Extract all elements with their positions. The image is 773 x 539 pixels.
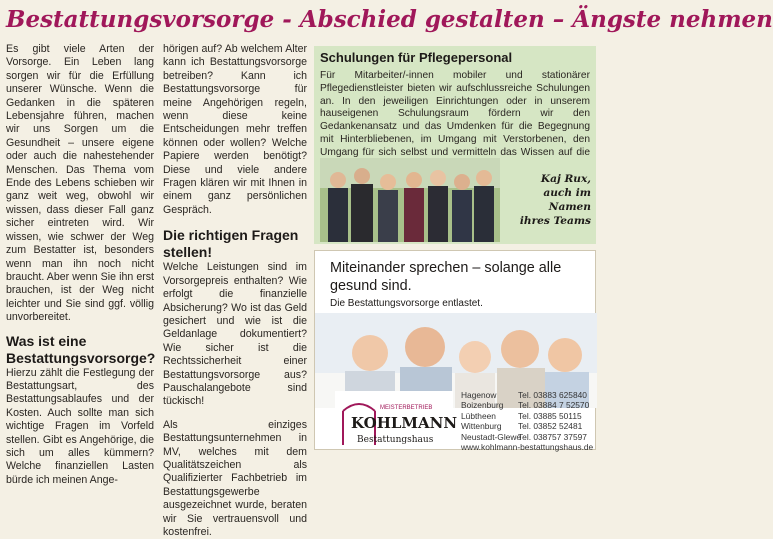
advertisement [314,250,596,450]
team-caption [505,172,591,228]
locations-list [461,390,521,442]
location-item: Boizenburg [461,400,504,411]
page-headline: Bestattungsvorsorge - Abschied gestalten – Ängste nehmen [0,0,600,40]
training-text: Für Mitarbeiter/-innen mobiler und stationärer Pflegedienstleister bieten wir aufschlussreiche Schulungen an. In den jeweiligen Einrichtungen oder in unserem hauseigenen Schulungsraum fördern wir den Gedankenansatz und das Umdenken für die Begegnung mit Hinterbliebenen, im Umgang mit Verstorbenen, den Umgang für sich selbst und vermitteln das Wissen auf die [320,70,590,158]
article-column-1 [6,43,154,487]
phone-number: Tel. 03884 7 52570 [518,400,590,411]
location-item: Hagenow [461,390,497,400]
phone-number: Tel. 03852 52481 [518,421,583,432]
section-text-vorsorge: Hierzu zählt die Festlegung der Bestattungsart, des Bestattungsablaufes und der Kosten. Auch sollte man sich wichtige Fragen im Vorfeld stellen. Gibt es Angehörige, die sich um alles kümmern? Welche finanziellen Lasten bürde ich meinen Ange- [6,366,154,486]
article-column-2 [163,43,307,539]
kohlmann-logo [335,391,458,449]
section-heading-vorsorge: Was ist eine Bestattungsvorsorge? [6,332,156,366]
phone-number: Tel. 03883 625840 [518,390,587,400]
location-item: Wittenburg [461,421,502,432]
phone-list [518,390,589,442]
phone-number: Tel. 03885 50115 [518,410,582,421]
logo-meisterbetrieb: MEISTERBETRIEB [380,405,433,411]
logo-name: KOHLMANN [351,414,458,432]
location-item: Lübtheen [461,410,496,421]
caption-line-3: ihres Teams [519,215,591,227]
caption-line-1: Kaj Rux, [540,173,591,185]
section-text-qualitaet: Als einziges Bestattungsunternehmen in MV, welches mit dem Qualitätszeichen als Qualifizierter Fachbetrieb im Bestattungsgewerbe ausgezeichnet wurde, beraten wir Sie vertrauensvoll und kostenfrei. [163,418,307,538]
location-item: Neustadt-Glewe [461,431,522,442]
phone-number: Tel. 038757 37597 [518,431,587,442]
section-heading-fragen: Die richtigen Fragen stellen! [163,227,299,261]
training-title: Schulungen für Pflegepersonal [320,50,513,65]
team-photo [320,158,500,242]
section-text-fragen: Welche Leistungen sind im Vorsorgepreis enthalten? Wie erfolgt die finanzielle Absicherung? Wo ist das Geld gesichert und wie ist die Geldanlage dokumentiert? Wie sicher ist die Rechtssicherheit einer Bestattungsvorsorge aus? Pauschalangebote sind tückisch! [163,261,307,408]
ad-subline: Die Bestattungsvorsorge entlastet. [330,298,483,309]
logo-subtitle: Bestattungshaus [357,435,434,445]
intro-text: Es gibt viele Arten der Vorsorge. Ein Leben lang sorgen wir für die Erfüllung unserer Wünsche. Wenn die Gedanken in die späteren Lebensjahre führen, machen wir uns Sorgen um die Gesundheit – unsere eigene oder auch die nahestehender Menschen. Das Thema vom Ende des Lebens schieben wir ganz weit weg, obwohl wir wissen, dass dieser Fall ganz sicher eintreten wird. Wir wissen, wie schwer der Weg zum Bestatter ist, besonders wenn man ihn noch nicht braucht. Aber wenn Sie ihn erst brauchen, ist der Weg nicht leichter und Sie sind ggf. völlig unvorbereitet. [6,43,154,324]
continued-text: hörigen auf? Ab welchem Alter kann ich Bestattungsvorsorge betreiben? Kann ich Bestattungsvorsorge für meine Angehörigen regeln, wenn diese keine Entscheidungen mehr treffen können oder wollen? Welche Papiere werden benötigt? Diese und viele andere Fragen klären wir mit Ihnen in einem ganz persönlichen Gespräch. [163,43,307,216]
caption-line-2: auch im Namen [543,187,591,213]
ad-slogan: Miteinander sprechen – solange alle gesund sind. [330,260,562,294]
website-link[interactable]: www.kohlmann-bestattungshaus.de [461,442,594,452]
